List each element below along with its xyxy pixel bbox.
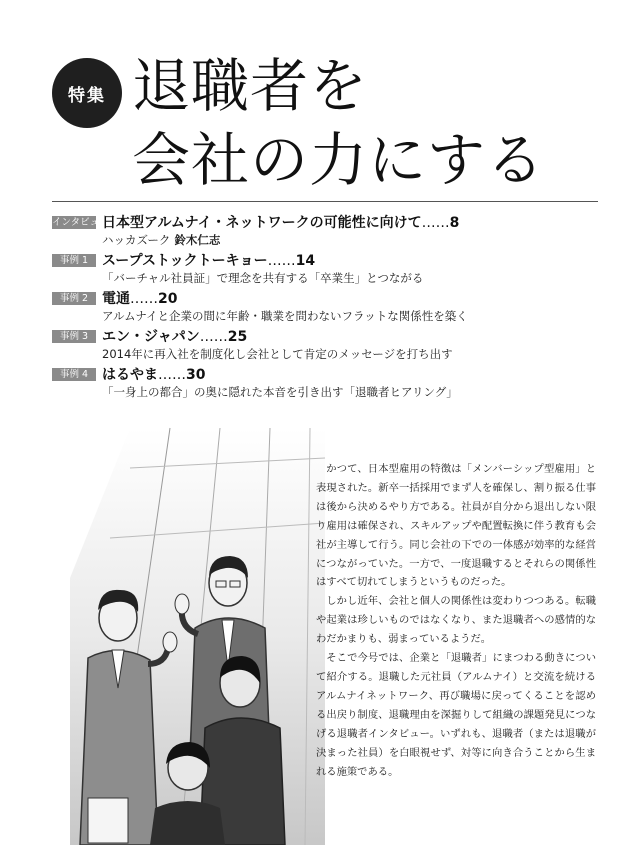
toc-item[interactable] (52, 364, 612, 402)
toc-title: エン・ジャパン……25 (102, 329, 248, 345)
toc-page-number: 25 (227, 329, 248, 345)
toc-item[interactable] (52, 326, 612, 364)
toc-label: 事例 3 (52, 330, 96, 343)
office-people-illustration (70, 428, 325, 845)
toc-item[interactable] (52, 288, 612, 326)
toc-label: 事例 2 (52, 292, 96, 305)
toc-label: 事例 1 (52, 254, 96, 267)
toc-page-number: 14 (295, 253, 316, 269)
toc-page-number: 30 (186, 367, 206, 383)
toc-item[interactable] (52, 212, 612, 250)
toc-subtitle: 「バーチャル社員証」で理念を共有する「卒業生」とつながる (102, 271, 424, 285)
toc-subtitle: 2014年に再入社を制度化し会社として肯定のメッセージを打ち出す (102, 347, 453, 361)
interviewee-name: 鈴木仁志 (174, 233, 221, 247)
toc-item[interactable] (52, 250, 612, 288)
page-title-line-1: 退職者を (132, 52, 369, 120)
article-body (316, 460, 596, 781)
title-divider (52, 201, 598, 202)
body-paragraph: しかし近年、会社と個人の関係性は変わりつつある。転職や起業は珍しいものではなくなり、また退職者への感情的なわだかまりも、弱まっているようだ。 (316, 595, 596, 646)
body-paragraph: そこで今号では、企業と「退職者」にまつわる動きについて紹介する。退職した元社員（アルムナイ）と交流を続けるアルムナイネットワーク、再び職場に戻ってくることを認める出戻り制度、退職理由を深掘りして組織の課題発見につなげる退職者インタビュー。いずれも、退職者（または退職が決まった社員）を白眼視せず、対等に向き合うことから生まれる施策である。 (316, 652, 596, 778)
toc-title: 電通……20 (102, 291, 178, 307)
toc-label: 事例 4 (52, 368, 96, 381)
table-of-contents (52, 212, 612, 402)
toc-label: インタビュー (52, 217, 109, 228)
toc-subtitle: ハッカズーク 鈴木仁志 (102, 233, 221, 247)
toc-page-number: 8 (449, 215, 460, 231)
toc-title: はるやま……30 (102, 367, 206, 383)
toc-page-number: 20 (158, 291, 178, 307)
toc-subtitle: 「一身上の都合」の奥に隠れた本音を引き出す「退職者ヒアリング」 (102, 385, 458, 399)
body-paragraph: かつて、日本型雇用の特徴は「メンバーシップ型雇用」と表現された。新卒一括採用でまず人を確保し、割り振る仕事は後から決めるやり方である。社員が自分から退出しない限り雇用は確保され、スキルアップや配置転換に伴う教育も会社が主導して行う。同じ会社の下での一体感が効率的な経営につながっていた。一方で、一度退職するとそれらの関係性はすべて切れてしまうというものだった。 (316, 463, 596, 589)
toc-subtitle: アルムナイと企業の間に年齢・職業を問わないフラットな関係性を築く (102, 309, 468, 323)
page-title-line-2: 会社の力にする (132, 126, 546, 194)
toc-title: 日本型アルムナイ・ネットワークの可能性に向けて……8 (102, 215, 460, 231)
toc-title: スープストックトーキョー……14 (102, 253, 316, 269)
feature-badge: 特集 (52, 58, 122, 128)
